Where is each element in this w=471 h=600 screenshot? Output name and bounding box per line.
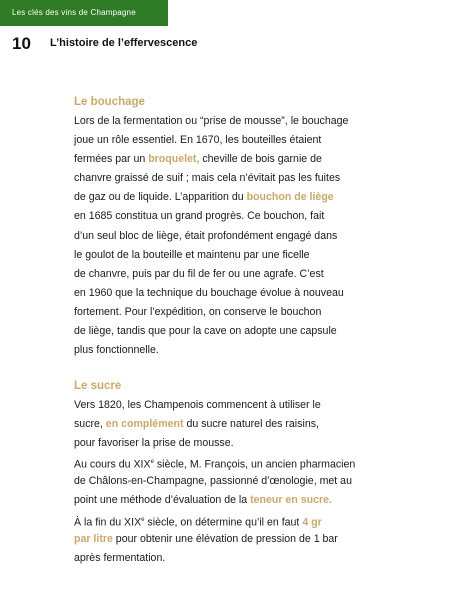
paragraph-line <box>74 511 374 530</box>
text-run: joue un rôle essentiel. En 1670, les bouteilles étaient <box>74 134 322 147</box>
paragraph-line <box>74 150 374 169</box>
paragraph-line <box>74 246 374 265</box>
paragraph-line <box>74 453 374 472</box>
text-run: Vers 1820, les Champenois commencent à utiliser le <box>74 399 321 411</box>
text-run: en 1960 que la technique du bouchage évolue à nouveau <box>74 286 344 299</box>
text-run: le goulot de la bouteille et maintenu par une ficelle <box>74 248 310 261</box>
paragraph-line <box>74 131 374 150</box>
section-body <box>74 396 374 568</box>
superscript: e <box>150 459 154 466</box>
text-run: pour favoriser la prise de mousse. <box>74 437 234 450</box>
text-run: après fermentation. <box>74 551 166 564</box>
paragraph-line <box>74 207 374 226</box>
paragraph-line <box>74 472 374 491</box>
section-heading: Le bouchage <box>74 96 145 108</box>
header-banner <box>0 0 168 26</box>
paragraph-line <box>74 341 374 360</box>
paragraph-line <box>74 284 374 303</box>
section-bouchage <box>74 94 374 360</box>
paragraph-line <box>74 434 374 453</box>
highlighted-term: en complément <box>105 418 184 431</box>
text-run: siècle, on détermine qu’il en faut <box>144 516 303 529</box>
text-run: en 1685 constitua un grand progrès. Ce bouchon, fait <box>74 210 325 223</box>
paragraph-line <box>74 303 374 322</box>
text-run: d’un seul bloc de liège, était profondément engagé dans <box>74 229 338 242</box>
banner-text: Les clés des vins de Champagne <box>12 8 136 17</box>
page-number: 10 <box>12 34 31 53</box>
text-run: du sucre naturel des raisins, <box>183 418 319 431</box>
text-run: plus fonctionnelle. <box>74 344 159 357</box>
text-run: de chanvre, puis par du fil de fer ou une agrafe. C’est <box>74 267 324 280</box>
text-run: pour obtenir une élévation de pression de 1 bar <box>112 532 338 545</box>
section-body <box>74 112 374 360</box>
paragraph-line <box>74 169 374 188</box>
paragraph-line <box>74 188 374 207</box>
highlighted-term: 4 gr <box>302 516 322 529</box>
text-run: siècle, M. François, un ancien pharmacien <box>153 458 356 471</box>
paragraph-line <box>74 491 374 510</box>
paragraph-line <box>74 415 374 434</box>
text-run: de gaz ou de liquide. L’apparition du <box>74 191 247 204</box>
highlighted-term: par litre <box>74 532 113 545</box>
text-run: Au cours du XIX <box>74 458 151 471</box>
paragraph-line <box>74 265 374 284</box>
text-run: fortement. Pour l’expédition, on conserve le bouchon <box>74 305 322 318</box>
text-run: point une méthode d’évaluation de la <box>74 494 251 507</box>
highlighted-term: broquelet, <box>148 153 200 166</box>
paragraph-line <box>74 530 374 549</box>
chapter-title: L’histoire de l’effervescence <box>50 37 198 49</box>
text-run: fermées par un <box>74 153 149 166</box>
paragraph-line <box>74 396 374 415</box>
highlighted-term: bouchon de liège <box>246 191 334 204</box>
paragraph-line <box>74 227 374 246</box>
text-run: sucre, <box>74 418 106 431</box>
text-run: de liège, tandis que pour la cave on adopte une capsule <box>74 325 337 338</box>
section-sucre <box>74 378 374 568</box>
text-run: Lors de la fermentation ou “prise de mousse”, le bouchage <box>74 115 349 127</box>
highlighted-term: teneur en sucre. <box>250 494 332 507</box>
paragraph-line <box>74 112 374 131</box>
superscript: e <box>141 516 145 523</box>
section-heading: Le sucre <box>74 380 122 392</box>
paragraph-line <box>74 549 374 568</box>
text-run: de Châlons-en-Champagne, passionné d’œnologie, met au <box>74 475 352 488</box>
paragraph-line <box>74 322 374 341</box>
text-run: À la fin du XIX <box>74 516 142 529</box>
text-run: cheville de bois garnie de <box>199 153 322 166</box>
text-run: chanvre graissé de suif ; mais cela n’évitait pas les fuites <box>74 172 341 185</box>
